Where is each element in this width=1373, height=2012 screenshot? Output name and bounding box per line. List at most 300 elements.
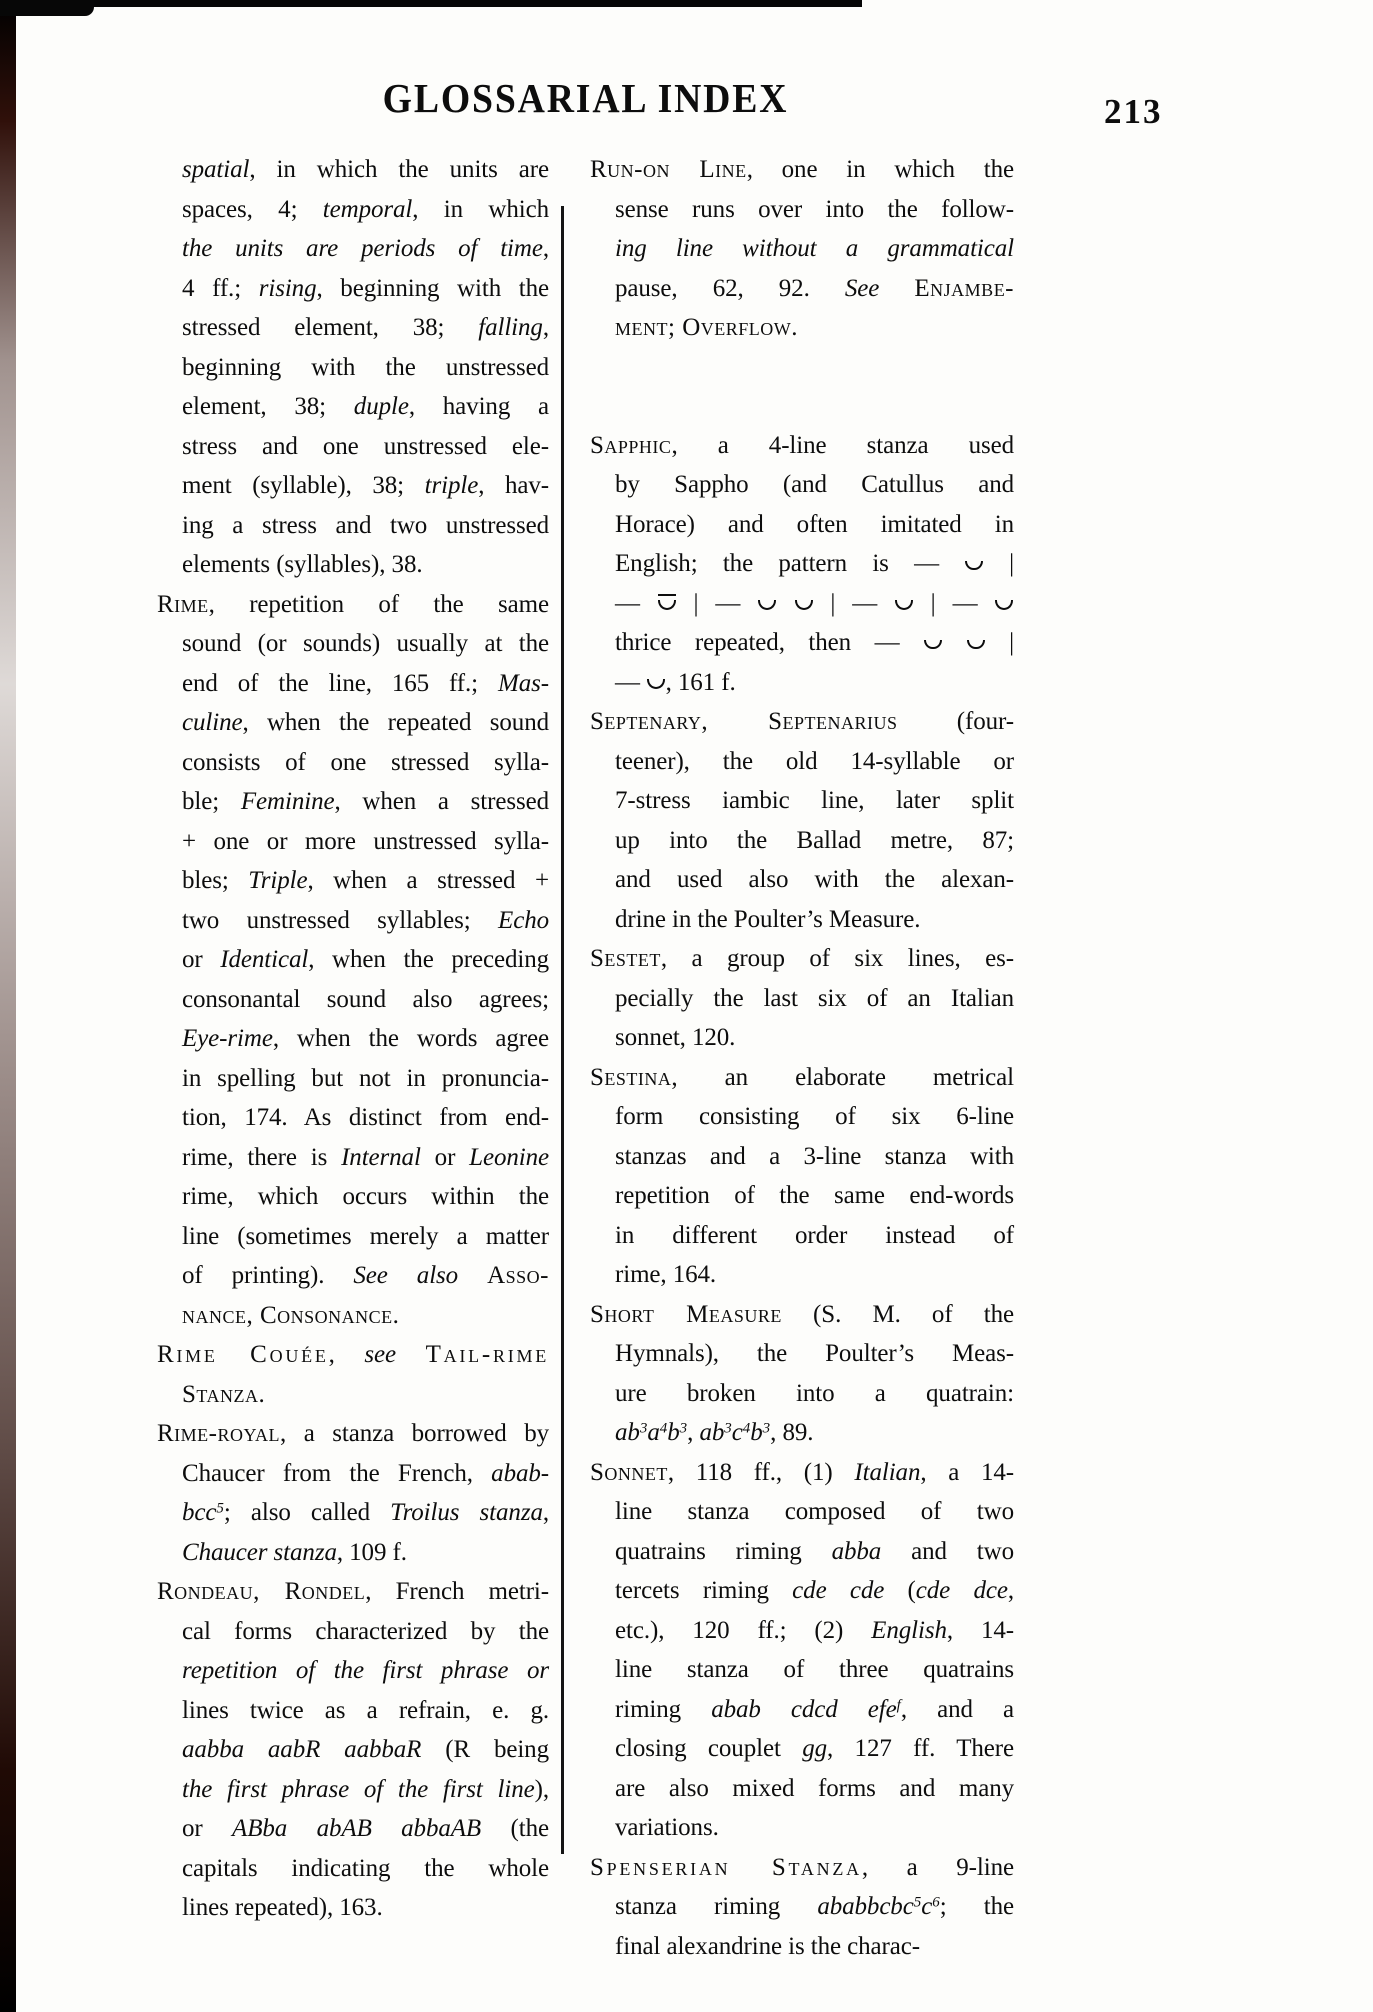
- text-line: [182, 1296, 549, 1336]
- text-segment: lines repeated), 163.: [182, 1894, 383, 1921]
- text-segment: ; also called: [223, 1499, 391, 1526]
- text-line: [615, 269, 1014, 309]
- text-segment: , 109 f.: [336, 1538, 407, 1566]
- glossary-entry-sapphic: [590, 426, 1014, 703]
- text-line: [182, 387, 549, 427]
- text-segment: line stanza of three quatrains: [615, 1656, 1014, 1683]
- text-segment: stress and one unstressed ele-: [182, 432, 549, 460]
- text-segment: Rime Couée: [157, 1341, 329, 1368]
- text-segment: by Sappho (and Catullus and: [615, 471, 1014, 498]
- text-line: [615, 584, 1014, 624]
- text-segment: of printing).: [182, 1262, 354, 1289]
- text-line: [615, 1611, 1014, 1651]
- text-segment: form consisting of six 6-line: [615, 1103, 1014, 1130]
- text-segment: [879, 275, 914, 302]
- text-segment: Rime: [157, 590, 209, 618]
- text-segment: 3: [762, 1420, 771, 1437]
- text-segment: consists of one stressed sylla-: [182, 748, 549, 776]
- metrical-breve-symbol: [795, 600, 813, 610]
- text-line: [615, 1374, 1014, 1414]
- text-line: [615, 544, 1014, 584]
- text-line: [615, 1650, 1014, 1690]
- left-column: [157, 150, 549, 1928]
- text-line: [615, 821, 1014, 861]
- text-segment: (four-: [897, 708, 1014, 735]
- text-line: [182, 1770, 549, 1810]
- text-segment: Enjambe-: [914, 274, 1015, 302]
- text-segment: , a stanza borrowed by: [280, 1420, 549, 1447]
- text-line: [615, 1334, 1014, 1374]
- text-segment: 4: [659, 1420, 668, 1437]
- text-segment: 4: [742, 1420, 751, 1437]
- text-segment: in spelling but not in pronuncia-: [182, 1064, 549, 1092]
- text-segment: Troilus stanza: [390, 1499, 543, 1526]
- text-line: [590, 1453, 1014, 1493]
- glossary-entry-rime-royal: [157, 1414, 549, 1572]
- text-segment: [458, 1262, 487, 1289]
- text-segment: rime, there is: [182, 1143, 342, 1171]
- text-segment: Hymnals), the Poulter’s Meas-: [615, 1340, 1014, 1367]
- text-segment: ababbcbc: [817, 1893, 914, 1920]
- text-line: [590, 1058, 1014, 1098]
- text-segment: ,: [542, 235, 549, 262]
- metrical-long-symbol: —: [615, 668, 640, 696]
- text-segment: see: [364, 1341, 396, 1368]
- text-segment: c: [731, 1419, 743, 1446]
- text-segment: Short Measure: [590, 1300, 782, 1328]
- text-segment: , and a: [900, 1695, 1015, 1723]
- text-segment: pause, 62, 92.: [615, 274, 845, 302]
- text-segment: Stanza.: [182, 1380, 266, 1408]
- text-segment: Run-on Line: [590, 156, 747, 183]
- text-line: [590, 939, 1014, 979]
- text-segment: Sapphic: [590, 431, 672, 459]
- text-segment: , one in which the: [746, 156, 1014, 183]
- glossary-entry-spenserian-stanza: [590, 1848, 1014, 1967]
- text-segment: , an elaborate metrical: [671, 1063, 1014, 1091]
- text-segment: closing couplet: [615, 1735, 803, 1762]
- text-segment: See: [844, 274, 880, 302]
- scan-edge-artifact-corner: [0, 0, 94, 16]
- text-segment: and two: [881, 1537, 1014, 1565]
- text-segment: See also: [353, 1262, 459, 1289]
- text-segment: ure broken into a quatrain:: [615, 1379, 1014, 1407]
- text-line: [615, 1571, 1014, 1611]
- text-segment: repetition of the same end-words: [615, 1182, 1014, 1209]
- text-line: [615, 1532, 1014, 1572]
- foot-divider-symbol: |: [1009, 629, 1015, 656]
- text-segment: cde dce: [915, 1577, 1008, 1604]
- glossary-entry-short-measure: [590, 1295, 1014, 1453]
- text-segment: , when a stressed +: [307, 867, 549, 894]
- text-line: [590, 1295, 1014, 1335]
- text-line: [615, 1413, 1014, 1453]
- metrical-pattern: [875, 629, 1014, 656]
- text-segment: consonantal sound also agrees;: [182, 985, 549, 1013]
- text-line: [615, 1769, 1014, 1809]
- text-segment: beginning with the unstressed: [182, 353, 549, 381]
- text-segment: rising: [258, 274, 317, 302]
- text-segment: , French metri-: [365, 1578, 549, 1605]
- text-line: [182, 703, 549, 743]
- metrical-breve-symbol: [967, 640, 985, 650]
- text-segment: ble;: [182, 788, 241, 815]
- text-segment: 3: [724, 1420, 732, 1437]
- glossary-entry-sestet: [590, 939, 1014, 1058]
- text-segment: ),: [534, 1775, 549, 1803]
- text-segment: , 89.: [770, 1419, 814, 1446]
- text-segment: 3: [639, 1420, 648, 1437]
- text-segment: stressed element, 38;: [182, 314, 479, 341]
- text-segment: the first phrase of the first line: [182, 1775, 535, 1803]
- text-line: [182, 229, 549, 269]
- text-line: [590, 702, 1014, 742]
- text-segment: teener), the old 14-syllable or: [615, 747, 1014, 775]
- foot-divider-symbol: |: [693, 589, 699, 617]
- text-segment: Horace) and often imitated in: [615, 510, 1014, 538]
- foot-divider-symbol: |: [930, 589, 936, 617]
- text-line: [157, 585, 549, 625]
- text-line: [182, 1849, 549, 1889]
- text-segment: and used also with the alexan-: [615, 866, 1014, 893]
- text-line: [182, 1533, 549, 1573]
- text-segment: ,: [542, 1499, 550, 1526]
- metrical-breve-symbol: [965, 561, 983, 571]
- text-segment: ,: [1007, 1577, 1014, 1604]
- text-line: [182, 545, 549, 585]
- text-segment: aabba aabR aabbaR: [182, 1736, 422, 1763]
- page-number: 213: [1104, 92, 1163, 131]
- text-segment: , in which: [412, 195, 549, 223]
- glossary-entry-sonnet: [590, 1453, 1014, 1848]
- text-segment: duple: [353, 393, 409, 420]
- text-segment: (R being: [421, 1736, 549, 1763]
- text-line: [615, 1097, 1014, 1137]
- text-line: [590, 1848, 1014, 1888]
- metrical-pattern: [615, 669, 666, 696]
- text-line: [182, 427, 549, 467]
- text-segment: up into the Ballad metre, 87;: [615, 826, 1014, 854]
- text-line: [182, 506, 549, 546]
- text-line: [157, 1572, 549, 1612]
- text-line: [182, 1059, 549, 1099]
- text-line: [615, 465, 1014, 505]
- text-line: [615, 663, 1014, 703]
- text-segment: or: [182, 1815, 233, 1842]
- text-segment: nance, Consonance.: [182, 1301, 400, 1329]
- text-segment: f: [896, 1697, 901, 1713]
- text-line: [615, 1690, 1014, 1730]
- text-segment: (the: [481, 1815, 549, 1842]
- text-segment: , when the preceding: [308, 946, 549, 973]
- text-segment: , a group of six lines, es-: [660, 945, 1014, 972]
- glossary-entry-rondeau-rondel: [157, 1572, 549, 1928]
- text-segment: ; the: [939, 1893, 1014, 1920]
- text-segment: , 127 ff. There: [827, 1735, 1014, 1762]
- text-segment: final alexandrine is the charac-: [615, 1932, 920, 1960]
- text-segment: Sestet: [590, 945, 661, 972]
- text-segment: 7-stress iambic line, later split: [615, 787, 1014, 814]
- text-segment: , a 9-line: [861, 1853, 1014, 1881]
- text-line: [182, 980, 549, 1020]
- text-line: [615, 1137, 1014, 1177]
- text-line: [182, 1888, 549, 1928]
- text-line: [182, 1730, 549, 1770]
- glossary-entry-sestina: [590, 1058, 1014, 1295]
- text-segment: Sestina: [590, 1063, 672, 1091]
- text-segment: element, 38;: [182, 393, 354, 420]
- text-line: [615, 308, 1014, 348]
- text-line: [615, 505, 1014, 545]
- text-segment: etc.), 120 ff.; (2): [615, 1616, 872, 1644]
- text-segment: English; the pattern is: [615, 550, 915, 577]
- text-segment: line (sometimes merely a matter: [182, 1222, 549, 1250]
- text-segment: lines twice as a refrain, e. g.: [182, 1696, 549, 1724]
- text-segment: quatrains riming: [615, 1537, 832, 1565]
- text-segment: Tail-rime: [425, 1341, 549, 1368]
- text-line: [615, 229, 1014, 269]
- text-line: [615, 860, 1014, 900]
- text-line: [157, 1335, 549, 1375]
- text-segment: abba: [831, 1537, 882, 1565]
- text-segment: spaces, 4;: [182, 195, 323, 223]
- text-line: [182, 1691, 549, 1731]
- metrical-pattern: [615, 590, 1014, 617]
- text-segment: , 14-: [946, 1616, 1014, 1644]
- text-segment: ,: [542, 314, 549, 341]
- metrical-breve-symbol: [647, 679, 665, 689]
- text-segment: ment; Overflow.: [615, 314, 798, 341]
- text-segment: temporal: [322, 195, 413, 223]
- glossary-entry-septenary: [590, 702, 1014, 939]
- text-segment: Mas-: [498, 669, 549, 697]
- text-segment: rime, which occurs within the: [182, 1183, 549, 1210]
- text-segment: ,: [687, 1419, 700, 1446]
- text-line: [182, 1375, 549, 1415]
- text-segment: a: [647, 1419, 660, 1446]
- text-segment: are also mixed forms and many: [615, 1774, 1014, 1802]
- text-segment: , when the words agree: [272, 1025, 549, 1052]
- glossary-entry-rime: [157, 585, 549, 1336]
- metrical-long-symbol: —: [852, 589, 878, 617]
- text-segment: Septenary, Septenarius: [590, 708, 898, 735]
- text-line: [182, 1177, 549, 1217]
- text-segment: variations.: [615, 1814, 719, 1841]
- text-segment: rime, 164.: [615, 1261, 717, 1288]
- text-segment: Feminine: [240, 788, 335, 815]
- text-segment: (S. M. of the: [781, 1300, 1014, 1328]
- text-line: [182, 466, 549, 506]
- text-line: [615, 781, 1014, 821]
- text-segment: , hav-: [478, 472, 550, 499]
- text-line: [615, 1216, 1014, 1256]
- text-segment: Rondeau, Rondel: [157, 1578, 366, 1605]
- text-segment: ,: [328, 1341, 365, 1368]
- text-segment: abab-: [491, 1459, 549, 1487]
- text-segment: repetition of the first phrase or: [182, 1657, 549, 1684]
- text-segment: ab: [615, 1419, 640, 1446]
- metrical-breve-symbol: [924, 640, 942, 650]
- metrical-long-symbol: —: [874, 629, 900, 656]
- text-segment: , 118 ff., (1): [667, 1458, 855, 1486]
- text-segment: stanzas and a 3-line stanza with: [615, 1142, 1014, 1170]
- text-segment: bles;: [182, 867, 249, 894]
- text-segment: falling: [478, 314, 543, 341]
- text-segment: in different order instead of: [615, 1221, 1014, 1249]
- text-segment: , beginning with the: [316, 274, 549, 302]
- text-segment: riming: [615, 1695, 712, 1723]
- text-segment: or: [182, 946, 221, 973]
- text-segment: spatial: [182, 156, 250, 183]
- text-line: [615, 1018, 1014, 1058]
- text-segment: b: [750, 1419, 763, 1446]
- glossary-entry-run-on-line: [590, 150, 1014, 348]
- text-segment: the units are periods of time: [182, 235, 543, 262]
- metrical-breve-symbol: [995, 600, 1013, 610]
- text-segment: ab: [699, 1419, 725, 1446]
- text-line: [615, 742, 1014, 782]
- text-line: [182, 308, 549, 348]
- text-line: [182, 190, 549, 230]
- text-segment: (: [884, 1577, 916, 1604]
- text-segment: sense runs over into the follow-: [615, 195, 1014, 223]
- glossary-entry-rime-couee: [157, 1335, 549, 1414]
- text-segment: Asso-: [487, 1262, 549, 1289]
- text-segment: cal forms characterized by the: [182, 1617, 549, 1645]
- text-line: [615, 1255, 1014, 1295]
- text-segment: , having a: [408, 393, 549, 420]
- text-line: [590, 426, 1014, 466]
- text-line: [182, 782, 549, 822]
- text-segment: pecially the last six of an Italian: [615, 984, 1014, 1012]
- text-line: [615, 1729, 1014, 1769]
- text-line: [182, 1256, 549, 1296]
- text-line: [182, 901, 549, 941]
- text-segment: b: [667, 1419, 680, 1446]
- text-segment: 5: [913, 1894, 922, 1911]
- text-line: [182, 743, 549, 783]
- text-line: [182, 1454, 549, 1494]
- text-segment: gg: [802, 1735, 827, 1762]
- text-line: [615, 623, 1014, 663]
- text-segment: 4 ff.;: [182, 274, 259, 302]
- text-line: [182, 664, 549, 704]
- text-line: [182, 269, 549, 309]
- metrical-pattern: [914, 550, 1014, 577]
- text-segment: or: [420, 1143, 470, 1171]
- metrical-long-symbol: —: [615, 589, 640, 617]
- scan-edge-artifact-left: [0, 0, 16, 2012]
- text-line: [182, 822, 549, 862]
- text-line: [182, 1098, 549, 1138]
- text-line: [615, 1927, 1014, 1967]
- text-segment: c: [921, 1893, 933, 1920]
- text-segment: Internal: [341, 1143, 421, 1171]
- text-segment: , when a stressed: [334, 788, 549, 815]
- metrical-anceps-symbol: [658, 600, 676, 610]
- text-segment: ing a stress and two unstressed: [182, 511, 549, 539]
- text-segment: line stanza composed of two: [615, 1498, 1014, 1525]
- text-segment: ment (syllable), 38;: [182, 472, 425, 499]
- glossary-entry-metre-continued: [157, 150, 549, 585]
- text-segment: English: [871, 1616, 947, 1644]
- text-segment: two unstressed syllables;: [182, 906, 499, 934]
- text-line: [182, 1138, 549, 1178]
- page-title: GLOSSARIAL INDEX: [382, 75, 789, 121]
- text-segment: , in which the units are: [249, 156, 549, 183]
- text-line: [182, 940, 549, 980]
- text-segment: 6: [932, 1894, 940, 1911]
- text-line: [590, 150, 1014, 190]
- text-segment: Italian: [854, 1458, 921, 1486]
- text-line: [182, 861, 549, 901]
- right-column: [590, 150, 1014, 1966]
- text-segment: bcc: [182, 1499, 217, 1526]
- metrical-long-symbol: —: [914, 550, 940, 577]
- text-segment: thrice repeated, then: [615, 629, 875, 656]
- text-line: [182, 1809, 549, 1849]
- text-segment: ABba abAB abbaAB: [232, 1815, 482, 1842]
- text-segment: sonnet, 120.: [615, 1024, 736, 1051]
- text-segment: , 161 f.: [665, 668, 736, 696]
- text-segment: drine in the Poulter’s Measure.: [615, 905, 921, 933]
- foot-divider-symbol: |: [830, 589, 836, 617]
- text-segment: cde cde: [792, 1577, 885, 1604]
- text-segment: tion, 174. As distinct from end-: [182, 1104, 549, 1131]
- text-line: [182, 1493, 549, 1533]
- text-line: [182, 1217, 549, 1257]
- text-line: [182, 150, 549, 190]
- text-segment: , repetition of the same: [208, 590, 549, 618]
- text-line: [615, 1808, 1014, 1848]
- column-divider-rule: [561, 206, 564, 1854]
- metrical-long-symbol: —: [715, 589, 741, 617]
- text-segment: tercets riming: [615, 1577, 793, 1604]
- text-segment: Identical: [220, 946, 309, 973]
- text-line: [615, 979, 1014, 1019]
- text-line: [615, 190, 1014, 230]
- text-segment: Eye-rime: [182, 1025, 273, 1052]
- text-segment: ing line without a grammatical: [615, 235, 1014, 262]
- text-segment: stanza riming: [615, 1893, 818, 1920]
- text-segment: Spenserian Stanza: [590, 1853, 862, 1881]
- text-line: [182, 1651, 549, 1691]
- text-segment: capitals indicating the whole: [182, 1854, 549, 1882]
- text-segment: end of the line, 165 ff.;: [182, 669, 499, 697]
- text-line: [182, 1019, 549, 1059]
- text-line: [182, 1612, 549, 1652]
- metrical-breve-symbol: [758, 600, 776, 610]
- metrical-breve-symbol: [895, 600, 913, 610]
- text-segment: + one or more unstressed sylla-: [182, 827, 549, 855]
- text-segment: culine: [182, 709, 243, 736]
- text-segment: triple: [424, 472, 479, 499]
- text-segment: [396, 1341, 426, 1368]
- text-segment: Chaucer from the French,: [182, 1459, 492, 1487]
- text-line: [615, 900, 1014, 940]
- text-segment: , when the repeated sound: [242, 709, 549, 736]
- text-line: [615, 1492, 1014, 1532]
- text-segment: Chaucer stanza: [182, 1538, 337, 1566]
- foot-divider-symbol: |: [1009, 550, 1015, 577]
- text-segment: elements (syllables), 38.: [182, 551, 423, 578]
- text-segment: abab cdcd efe: [711, 1695, 897, 1723]
- text-segment: Rime-royal: [157, 1420, 280, 1447]
- text-segment: Leonine: [469, 1143, 549, 1171]
- metrical-long-symbol: —: [952, 589, 978, 617]
- text-segment: Echo: [498, 906, 549, 934]
- text-line: [182, 624, 549, 664]
